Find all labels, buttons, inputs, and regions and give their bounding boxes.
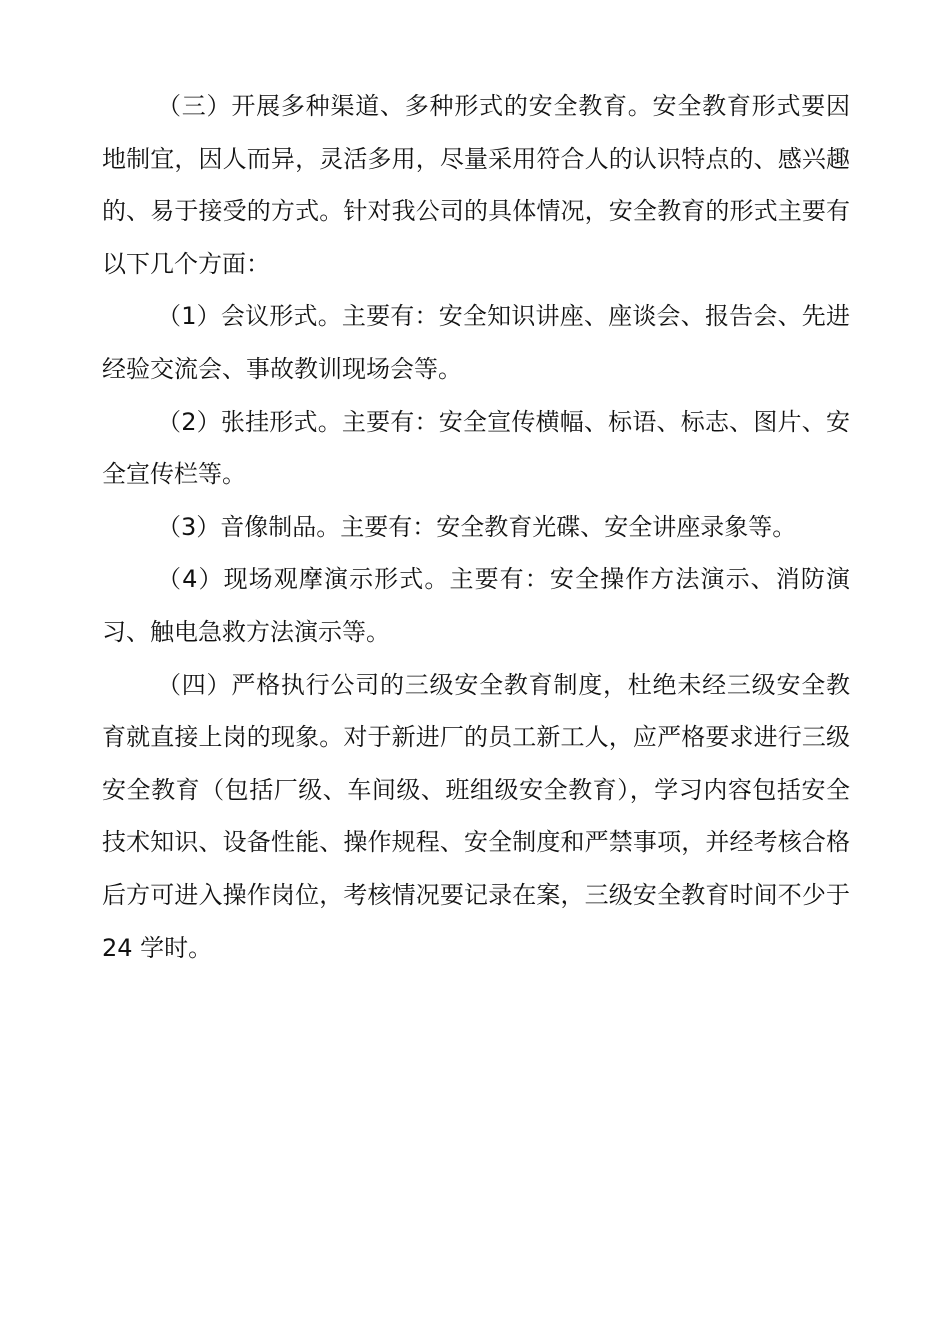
paragraph-item-1: （1）会议形式。主要有：安全知识讲座、座谈会、报告会、先进经验交流会、事故教训现场会等。: [102, 302, 850, 383]
paragraph-section-3: （三）开展多种渠道、多种形式的安全教育。安全教育形式要因地制宜，因人而异，灵活多用，尽量采用符合人的认识特点的、感兴趣的、易于接受的方式。针对我公司的具体情况，安全教育的形式主要有以下几个方面：: [102, 92, 850, 278]
paragraph-item-2: （2）张挂形式。主要有：安全宣传横幅、标语、标志、图片、安全宣传栏等。: [102, 407, 850, 489]
paragraph-section-4: （四）严格执行公司的三级安全教育制度，杜绝未经三级安全教育就直接上岗的现象。对于新进厂的员工新工人，应严格要求进行三级安全教育（包括厂级、车间级、班组级安全教育），学习内容包括安全技术知识、设备性能、操作规程、安全制度和严禁事项，并经考核合格后方可进入操作岗位，考核情况要记录在案，三级安全教育时间不少于 24 学时。: [102, 670, 850, 962]
paragraph-item-3: （3）音像制品。主要有：安全教育光碟、安全讲座录象等。: [157, 512, 797, 541]
document-body: [102, 80, 850, 974]
paragraph-item-4: （4）现场观摩演示形式。主要有：安全操作方法演示、消防演习、触电急救方法演示等。: [102, 565, 850, 646]
